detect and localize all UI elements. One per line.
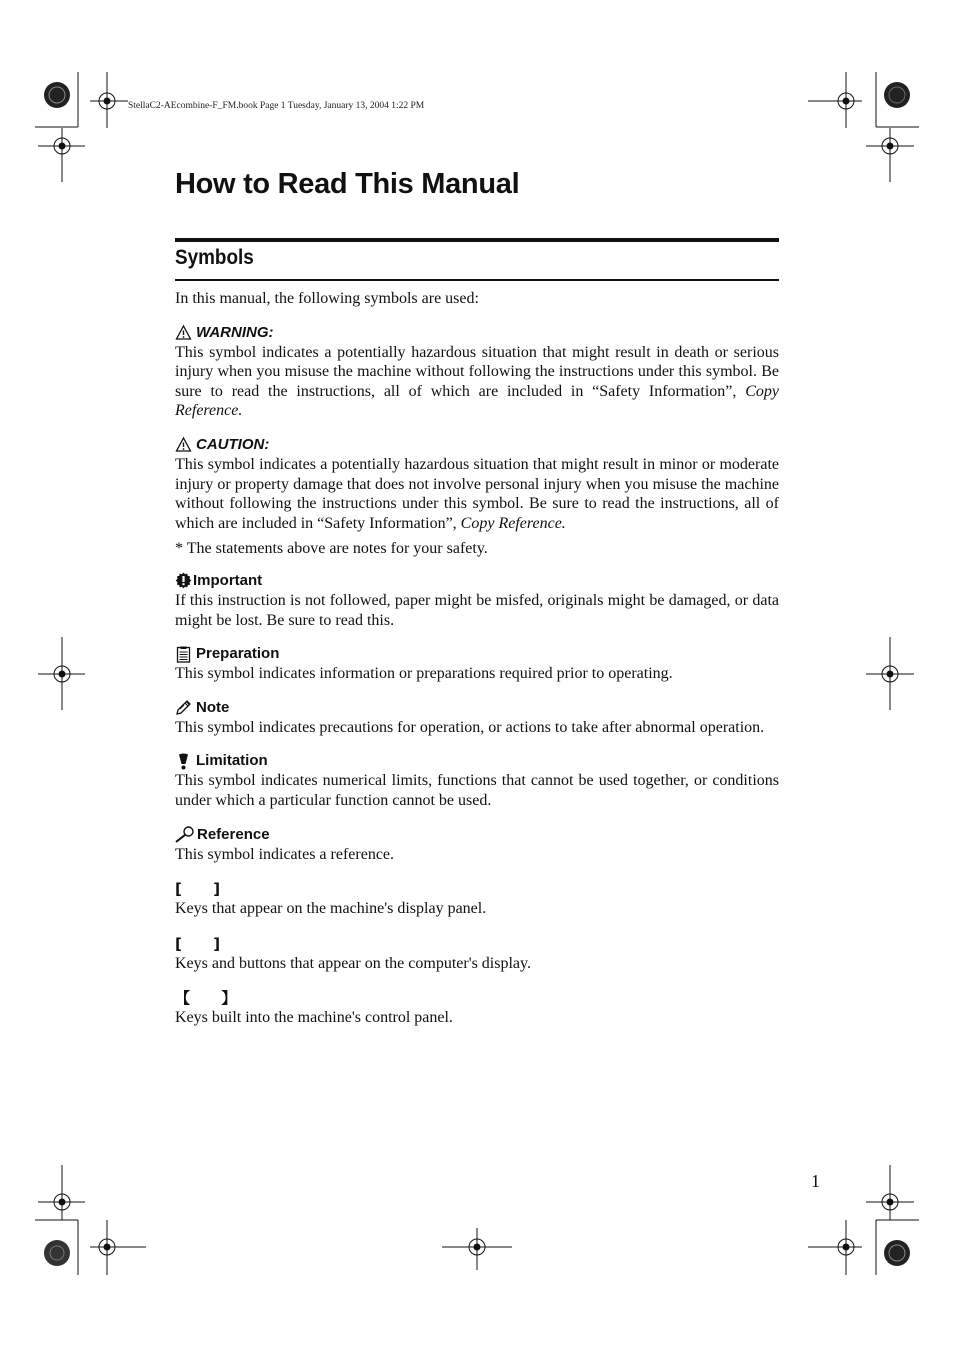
- reference-heading: [175, 825, 779, 845]
- page-number: 1: [811, 1171, 820, 1191]
- limitation-text: This symbol indicates numerical limits, functions that cannot be used together, or conditions under which a particular function cannot be used.: [175, 772, 779, 809]
- book-header-line: StellaC2-AEcombine-F_FM.book Page 1 Tuesday, January 13, 2004 1:22 PM: [128, 101, 425, 111]
- computer-key-text: Keys and buttons that appear on the computer's display.: [175, 954, 531, 972]
- display-panel-key-text: Keys that appear on the machine's display panel.: [175, 900, 487, 918]
- important-heading: [175, 571, 779, 591]
- page-title: How to Read This Manual: [175, 168, 520, 200]
- warning-copy-reference: Copy Reference.: [175, 382, 779, 420]
- caution-heading: [175, 435, 779, 455]
- note-text: This symbol indicates precautions for operation, or actions to take after abnormal operation.: [175, 718, 765, 736]
- limitation-heading: [175, 751, 779, 771]
- caution-text: This symbol indicates a potentially hazardous situation that might result in minor or moderate injury or property damage that does not involve personal injury when you misuse the machine without following the instructions under this symbol. Be sure to read the instructions, all of which are included in “Safety Information”, Copy Reference.: [175, 455, 779, 532]
- reference-text: This symbol indicates a reference.: [175, 845, 395, 863]
- reference-label: Reference: [197, 825, 270, 843]
- caution-label: CAUTION:: [196, 435, 270, 453]
- preparation-heading: [175, 644, 779, 664]
- note-pencil-icon: [175, 699, 192, 716]
- symbols-content: [175, 289, 779, 1028]
- note-label: Note: [196, 698, 230, 716]
- section-title: Symbols: [175, 246, 254, 269]
- preparation-clipboard-icon: [175, 646, 192, 663]
- note-heading: [175, 698, 779, 718]
- caution-copy-reference: Copy Reference.: [460, 514, 566, 532]
- display-panel-key-bracket: [ ]: [175, 880, 221, 899]
- important-label: Important: [193, 571, 263, 589]
- preparation-label: Preparation: [196, 645, 280, 663]
- control-panel-key-bracket: 【 】: [175, 989, 237, 1008]
- computer-key-bracket: [ ]: [175, 934, 221, 953]
- reference-magnifier-icon: [175, 826, 195, 843]
- limitation-label: Limitation: [196, 752, 268, 770]
- caution-triangle-icon: [175, 436, 192, 453]
- safety-note: * The statements above are notes for your safety.: [175, 540, 488, 558]
- warning-label: WARNING:: [196, 323, 274, 341]
- limitation-exclamation-icon: [175, 753, 192, 770]
- section-rule-top: [175, 238, 779, 242]
- warning-text: This symbol indicates a potentially hazardous situation that might result in death or serious injury when you misuse the machine without following the instructions under this symbol. Be sure to read the instructions, all of which are included in “Safety Information”, Copy Reference.: [175, 343, 779, 420]
- warning-heading: [175, 323, 779, 343]
- control-panel-key-text: Keys built into the machine's control panel.: [175, 1009, 453, 1027]
- section-rule-bottom: [175, 279, 779, 281]
- preparation-text: This symbol indicates information or preparations required prior to operating.: [175, 665, 673, 683]
- intro-text: In this manual, the following symbols are used:: [175, 290, 479, 307]
- important-badge-icon: [175, 572, 192, 589]
- warning-triangle-icon: [175, 324, 192, 341]
- important-text: If this instruction is not followed, paper might be misfed, originals might be damaged, or data might be lost. Be sure to read this.: [175, 591, 779, 629]
